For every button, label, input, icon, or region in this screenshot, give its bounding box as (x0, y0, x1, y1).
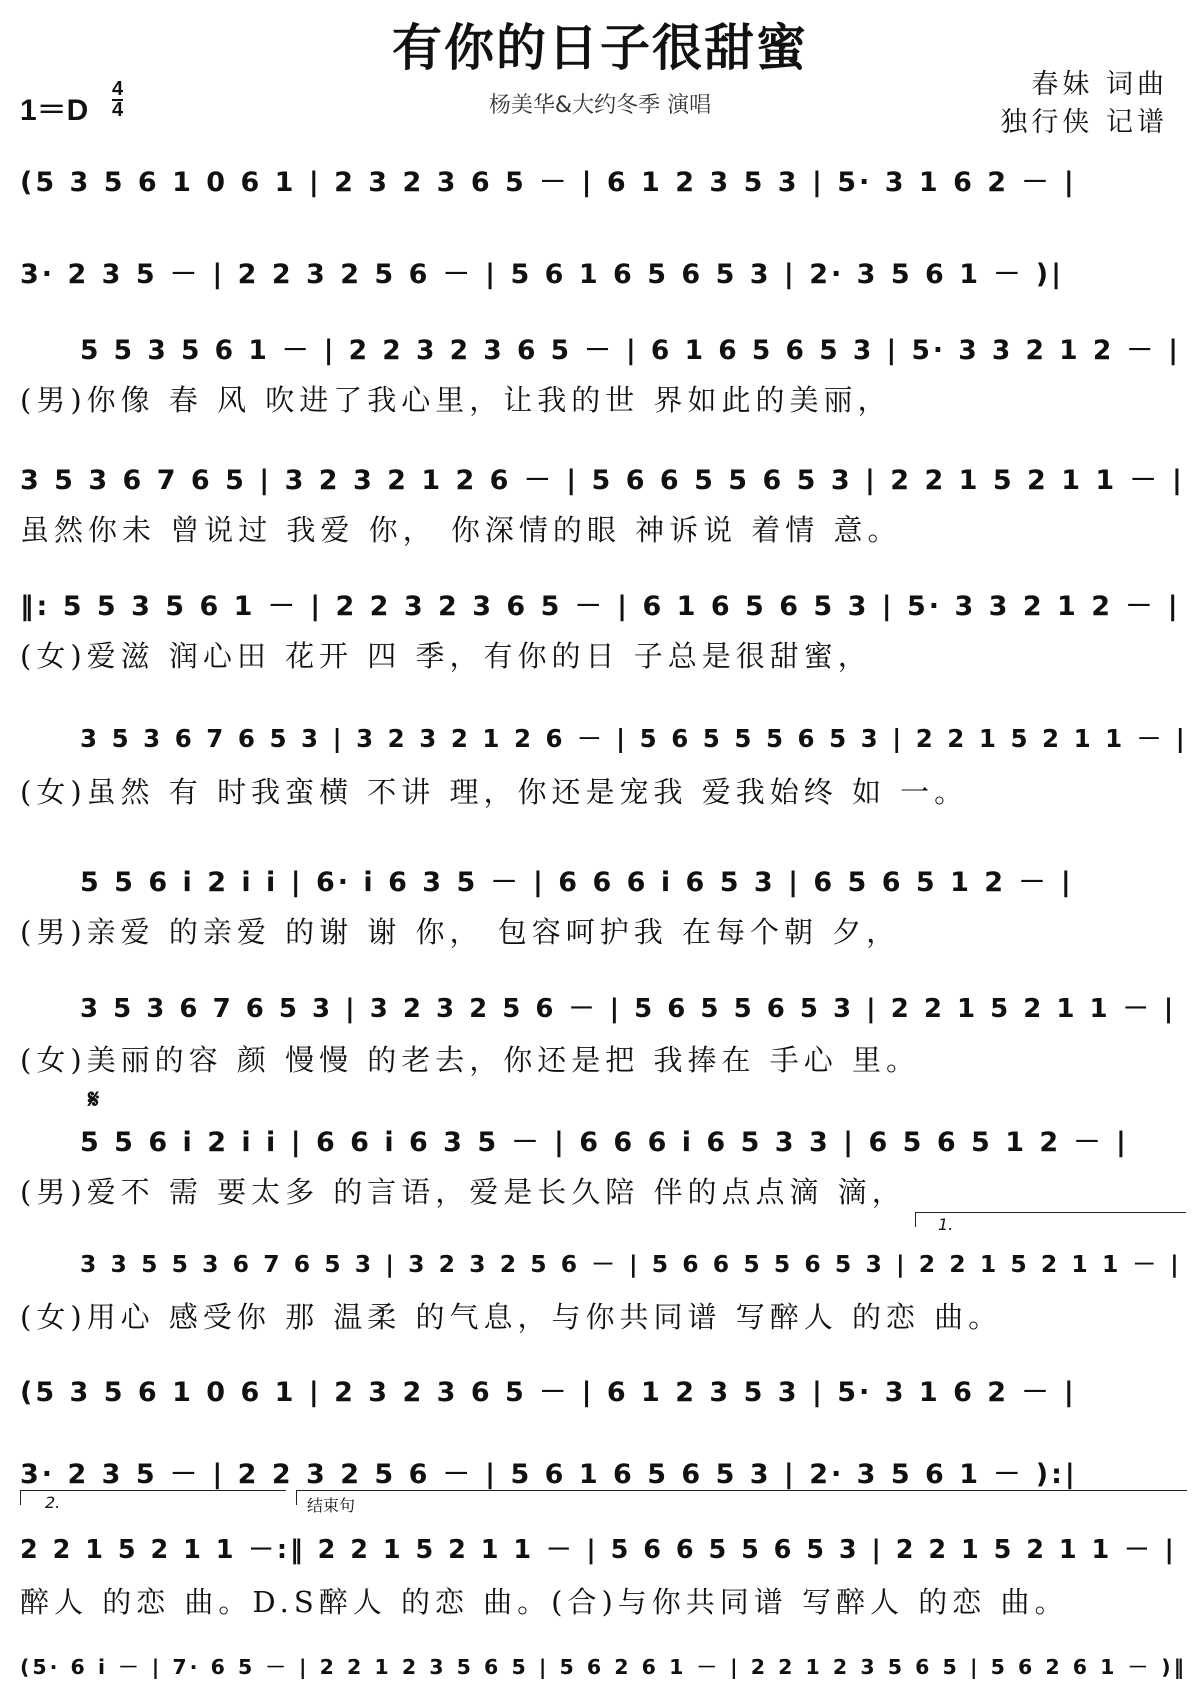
notation-line: 3 5 3 6 7 6 5 | 3 2 3 2 1 2 6 － | 5 6 6 5 5 6 5 3 | 2 2 1 5 2 1 1 － | (20, 465, 1185, 496)
lyric-line: (女)用心 感受你 那 温柔 的气息，与你共同谱 写醉人 的恋 曲。 (20, 1300, 1003, 1334)
lyric-line: (女)爱滋 润心田 花开 四 季，有你的日 子总是很甜蜜， (20, 639, 872, 673)
notation-line: 3 5 3 6 7 6 5 3 | 3 2 3 2 1 2 6 － | 5 6 5 5 5 6 5 3 | 2 2 1 5 2 1 1 － | (80, 724, 1188, 753)
ending-bracket (296, 1490, 1187, 1515)
lyric-line: (男)你像 春 风 吹进了我心里，让我的世 界如此的美丽， (20, 383, 892, 417)
lyric-line: 醉人 的恋 曲。D.S醉人 的恋 曲。(合)与你共同谱 写醉人 的恋 曲。 (20, 1585, 1069, 1619)
notation-line: (5· 6 i － | 7· 6 5 － | 2 2 1 2 3 5 6 5 | 5 6 2 6 1 － | 2 2 1 2 3 5 6 5 | 5 6 2 6 1 － )‖ (20, 1655, 1187, 1679)
notation-line: 3· 2 3 5 － | 2 2 3 2 5 6 － | 5 6 1 6 5 6 5 3 | 2· 3 5 6 1 － ):| (20, 1459, 1078, 1490)
time-signature-top: 4 (112, 78, 124, 100)
volta-label-1: 1. (938, 1215, 954, 1234)
singers: 杨美华&大约冬季 演唱 (488, 93, 712, 118)
ending-label: 结束句 (307, 1496, 356, 1515)
time-signature-bottom: 4 (112, 99, 124, 121)
lyric-line: (男)爱不 需 要太多 的言语，爱是长久陪 伴的点点滴 滴， (20, 1175, 906, 1209)
lyric-line: (女)美丽的容 颜 慢慢 的老去，你还是把 我捧在 手心 里。 (20, 1043, 920, 1077)
notation-line: 5 5 3 5 6 1 － | 2 2 3 2 3 6 5 － | 6 1 6 5 6 5 3 | 5· 3 3 2 1 2 － | (80, 335, 1181, 366)
lyric-line: 虽然你未 曾说过 我爱 你， 你深情的眼 神诉说 着情 意。 (20, 513, 902, 547)
lyricist-composer: 春妹 词曲 (1031, 69, 1168, 100)
notation-line: 5 5 6 i 2 i i | 6· i 6 3 5 － | 6 6 6 i 6 5 3 | 6 5 6 5 1 2 － | (80, 867, 1074, 898)
notation-line: 3 5 3 6 7 6 5 3 | 3 2 3 2 5 6 － | 5 6 5 5 6 5 3 | 2 2 1 5 2 1 1 － | (80, 994, 1177, 1024)
notation-line: (5 3 5 6 1 0 6 1 | 2 3 2 3 6 5 － | 6 1 2 3 5 3 | 5· 3 1 6 2 － | (20, 1377, 1077, 1408)
volta-bracket-1 (915, 1212, 1186, 1234)
notation-line: 5 5 6 i 2 i i | 6 6 i 6 3 5 － | 6 6 6 i 6 5 3 3 | 6 5 6 5 1 2 － | (80, 1127, 1129, 1158)
segno-sign: 𝄋 (88, 1085, 100, 1115)
notation-line: ‖: 5 5 3 5 6 1 － | 2 2 3 2 3 6 5 － | 6 1 6 5 6 5 3 | 5· 3 3 2 1 2 － | (20, 591, 1181, 622)
notation-line: 2 2 1 5 2 1 1 －:‖ 2 2 1 5 2 1 1 － | 5 6 6 5 5 6 5 3 | 2 2 1 5 2 1 1 － | (20, 1535, 1177, 1565)
volta-bracket-2 (20, 1490, 286, 1512)
lyric-line: (男)亲爱 的亲爱 的谢 谢 你， 包容呵护我 在每个朝 夕， (20, 915, 901, 949)
notation-line: 3 3 5 5 3 6 7 6 5 3 | 3 2 3 2 5 6 － | 5 6 6 5 5 6 5 3 | 2 2 1 5 2 1 1 － | (80, 1250, 1182, 1278)
volta-label-2: 2. (45, 1493, 61, 1512)
notation-line: (5 3 5 6 1 0 6 1 | 2 3 2 3 6 5 － | 6 1 2 3 5 3 | 5· 3 1 6 2 － | (20, 167, 1077, 198)
song-title: 有你的日子很甜蜜 (392, 19, 808, 77)
key-signature: 1＝D (20, 94, 89, 127)
lyric-line: (女)虽然 有 时我蛮横 不讲 理，你还是宠我 爱我始终 如 一。 (20, 775, 969, 809)
notation-line: 3· 2 3 5 － | 2 2 3 2 5 6 － | 5 6 1 6 5 6 5 3 | 2· 3 5 6 1 － )| (20, 259, 1064, 290)
transcriber: 独行侠 记谱 (1000, 107, 1168, 138)
